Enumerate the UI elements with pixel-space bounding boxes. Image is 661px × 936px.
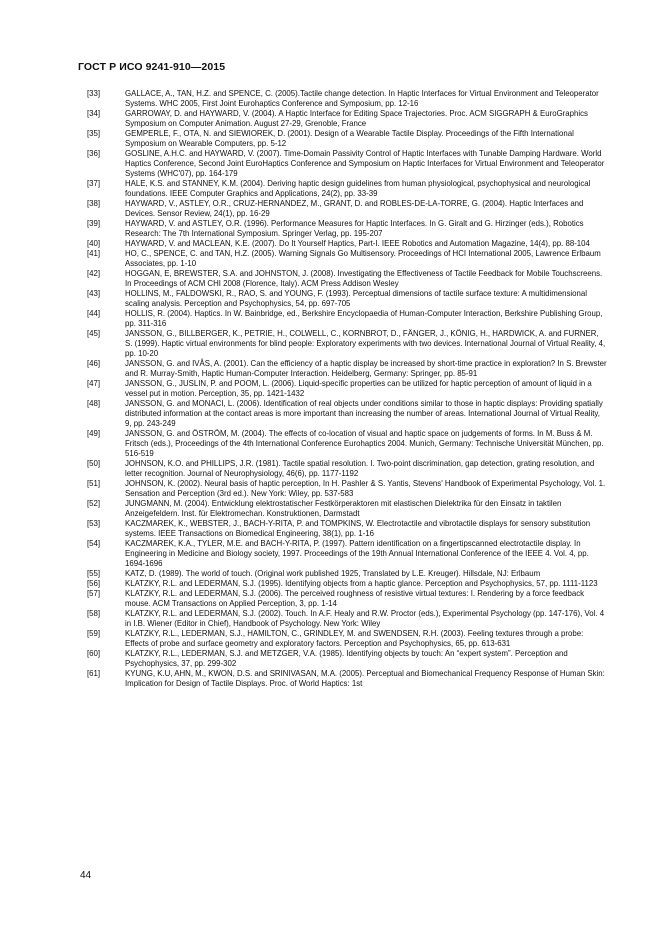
reference-number: [49] — [87, 429, 101, 438]
reference-number: [52] — [87, 499, 101, 508]
reference-item — [87, 179, 607, 199]
reference-number: [45] — [87, 329, 101, 338]
reference-text: JUNGMANN, M. (2004). Entwicklung elektrostatischer Festkörperaktoren mit elastischen Dielektrika für den Einsatz in taktilen Anzeigefeldern. Inst. für Elektromechan. Konstruktionen, Darmstadt — [125, 499, 562, 518]
reference-number: [54] — [87, 539, 101, 548]
reference-item — [87, 479, 607, 499]
reference-item — [87, 649, 607, 669]
reference-item — [87, 669, 607, 689]
reference-number: [57] — [87, 589, 101, 598]
reference-text: JOHNSON, K.O. and PHILLIPS, J.R. (1981). Tactile spatial resolution. I. Two-point discrimination, gap detection, grating resolution, and letter recognition. Journal of Neurophysiology, 46(6), pp. 1177-1192 — [125, 459, 595, 478]
reference-text: KACZMAREK, K., WEBSTER, J., BACH-Y-RITA, P. and TOMPKINS, W. Electrotactile and vibrotactile displays for sensory substitution systems. IEEE Transactions on Biomedical Engineering, 38(1), pp. 1-16 — [125, 519, 591, 538]
reference-item — [87, 309, 607, 329]
reference-text: HOLLIS, R. (2004). Haptics. In W. Bainbridge, ed., Berkshire Encyclopaedia of Human-Computer Interaction, Berkshire Publishing Group, pp. 311-316 — [125, 309, 603, 328]
reference-number: [58] — [87, 609, 101, 618]
reference-item — [87, 239, 607, 249]
reference-text: JANSSON, G. and ÖSTRÖM, M. (2004). The effects of co-location of visual and haptic space on judgements of forms. In M. Buss & M. Fritsch (eds.), Proceedings of the 4th International Conference Eurohaptics 2004. Munich, Germany: Technische Universität München, pp. 516-519 — [125, 429, 604, 458]
reference-item — [87, 379, 607, 399]
reference-item — [87, 629, 607, 649]
reference-number: [60] — [87, 649, 101, 658]
standard-header: ГОСТ Р ИСО 9241-910—2015 — [78, 61, 226, 73]
reference-text: HOLLINS, M., FALDOWSKI, R., RAO, S. and YOUNG, F. (1993). Perceptual dimensions of tactile surface texture: A multidimensional scaling analysis. Perception and Psychophysics, 54, pp. 697-705 — [125, 289, 587, 308]
reference-number: [34] — [87, 109, 101, 118]
reference-number: [36] — [87, 149, 101, 158]
reference-text: HAYWARD, V. and MACLEAN, K.E. (2007). Do It Yourself Haptics, Part-I. IEEE Robotics and Automation Magazine, 14(4), pp. 88-104 — [125, 239, 590, 248]
reference-text: HOGGAN, E, BREWSTER, S.A. and JOHNSTON, J. (2008). Investigating the Effectiveness of Tactile Feedback for Mobile Touchscreens. In Proceedings of ACM CHI 2008 (Florence, Italy). ACM Press Addison Wesley — [125, 269, 603, 288]
reference-item — [87, 609, 607, 629]
reference-number: [53] — [87, 519, 101, 528]
reference-item — [87, 199, 607, 219]
reference-number: [44] — [87, 309, 101, 318]
reference-number: [39] — [87, 219, 101, 228]
reference-number: [35] — [87, 129, 101, 138]
reference-number: [61] — [87, 669, 101, 678]
reference-item — [87, 249, 607, 269]
reference-number: [55] — [87, 569, 101, 578]
reference-item — [87, 539, 607, 569]
reference-number: [56] — [87, 579, 101, 588]
reference-item — [87, 579, 607, 589]
reference-text: KATZ, D. (1989). The world of touch. (Original work published 1925, Translated by L.E. Kreuger). Hillsdale, NJ: Erlbaum — [125, 569, 541, 578]
reference-number: [43] — [87, 289, 101, 298]
reference-list — [87, 89, 607, 689]
reference-item — [87, 329, 607, 359]
reference-text: HALE, K.S. and STANNEY, K.M. (2004). Deriving haptic design guidelines from human physiological, psychophysical and neurological foundations. IEEE Computer Graphics and Applications, 24(2), pp. 33-39 — [125, 179, 591, 198]
reference-text: HO, C., SPENCE, C. and TAN, H.Z. (2005). Warning Signals Go Multisensory. Proceedings of HCI International 2005, Lawrence Erlbaum Associates, pp. 1-10 — [125, 249, 601, 268]
reference-item — [87, 89, 607, 109]
reference-number: [46] — [87, 359, 101, 368]
reference-text: GOSLINE, A.H.C. and HAYWARD, V. (2007). Time-Domain Passivity Control of Haptic Interfaces with Tunable Damping Hardware. World Haptics Conference, Second Joint EuroHaptics Conference and Symposium on Haptic Interfaces for Virtual Environment and Teleoperator Systems (WHC'07), pp. 164-179 — [125, 149, 605, 178]
reference-number: [48] — [87, 399, 101, 408]
reference-text: KLATZKY, R.L. and LEDERMAN, S.J. (2002). Touch. In A.F. Healy and R.W. Proctor (eds.), Experimental Psychology (pp. 147-176), Vol. 4 in I.B. Wiener (Editor in Chief), Handbook of Psychology. New York: Wiley — [125, 609, 605, 628]
reference-text: GALLACE, A., TAN, H.Z. and SPENCE, C. (2005).Tactile change detection. In Haptic Interfaces for Virtual Environment and Teleoperator Systems. WHC 2005, First Joint Eurohaptics Conference and Symposium, pp. 12-16 — [125, 89, 599, 108]
reference-text: GARROWAY, D. and HAYWARD, V. (2004). A Haptic Interface for Editing Space Trajectories. Proc. ACM SIGGRAPH & EuroGraphics Symposium on Computer Animation. August 27-29, Grenoble, France — [125, 109, 588, 128]
page-number: 44 — [80, 870, 92, 881]
reference-number: [38] — [87, 199, 101, 208]
reference-number: [37] — [87, 179, 101, 188]
reference-item — [87, 109, 607, 129]
reference-text: JOHNSON, K. (2002). Neural basis of haptic perception, In H. Pashler & S. Yantis, Stevens' Handbook of Experimental Psychology, Vol. 1. Sensation and Perception (3rd ed.). New York: Wiley, pp. 537-583 — [125, 479, 606, 498]
reference-item — [87, 219, 607, 239]
reference-item — [87, 589, 607, 609]
reference-text: KLATZKY, R.L., LEDERMAN, S.J. and METZGER, V.A. (1985). Identifying objects by touch: An “expert system”. Perception and Psychophysics, 37, pp. 299-302 — [125, 649, 568, 668]
reference-number: [51] — [87, 479, 101, 488]
reference-number: [47] — [87, 379, 101, 388]
reference-item — [87, 399, 607, 429]
reference-number: [42] — [87, 269, 101, 278]
reference-item — [87, 499, 607, 519]
reference-number: [40] — [87, 239, 101, 248]
reference-item — [87, 459, 607, 479]
reference-text: KLATZKY, R.L., LEDERMAN, S.J., HAMILTON, C., GRINDLEY, M. and SWENDSEN, R.H. (2003). Feeling textures through a probe: Effects of probe and surface geometry and exploratory factors. Perception and Psychophysics, 65, pp. 613-631 — [125, 629, 584, 648]
reference-item — [87, 289, 607, 309]
reference-text: JANSSON, G., JUSLIN, P. and POOM, L. (2006). Liquid-specific properties can be utilized for haptic perception of amount of liquid in a vessel put in motion. Perception, 35, pp. 1421-1432 — [125, 379, 592, 398]
reference-text: JANSSON, G., BILLBERGER, K., PETRIE, H., COLWELL, C., KORNBROT, D., FÄNGER, J., KÖNIG, H., HARDWICK, A. and FURNER, S. (1999). Haptic virtual environments for blind people: Exploratory experiments with two devices. International Journal of Virtual Reality, 4, pp. 10-20 — [125, 329, 606, 358]
reference-text: JANSSON, G. and MONACI, L. (2006). Identification of real objects under conditions similar to those in haptic displays: Providing spatially distributed information at the contact areas is more important than increasing the number of areas. International Journal of Virtual Reality, 9, pp. 243-249 — [125, 399, 603, 428]
reference-text: KLATZKY, R.L. and LEDERMAN, S.J. (1995). Identifying objects from a haptic glance. Perception and Psychophysics, 57, pp. 1111-1123 — [125, 579, 598, 588]
reference-number: [41] — [87, 249, 101, 258]
reference-text: HAYWARD, V., ASTLEY, O.R., CRUZ-HERNANDEZ, M., GRANT, D. and ROBLES-DE-LA-TORRE, G. (2004). Haptic Interfaces and Devices. Sensor Review, 24(1), pp. 16-29 — [125, 199, 584, 218]
reference-text: JANSSON, G. and IVÅS, A. (2001). Can the efficiency of a haptic display be increased by short-time practice in exploration? In S. Brewster and R. Murray-Smith, Haptic Human-Computer Interaction. Heidelberg, Germany: Springer, pp. 85-91 — [125, 359, 607, 378]
reference-item — [87, 429, 607, 459]
reference-item — [87, 519, 607, 539]
reference-text: GEMPERLE, F., OTA, N. and SIEWIOREK, D. (2001). Design of a Wearable Tactile Display. Proceedings of the Fifth International Symposium on Wearable Computers, pp. 5-12 — [125, 129, 574, 148]
reference-item — [87, 149, 607, 179]
reference-text: KACZMAREK, K.A., TYLER, M.E. and BACH-Y-RITA, P. (1997). Pattern identification on a fingertipscanned electrotactile display. In Engineering in Medicine and Biology society, 1997. Proceedings of the 19th Annual International Conference of the IEEE 4. Vol. 4, pp. 1694-1696 — [125, 539, 589, 568]
reference-number: [33] — [87, 89, 101, 98]
reference-number: [59] — [87, 629, 101, 638]
reference-text: KYUNG, K.U, AHN, M., KWON, D.S. and SRINIVASAN, M.A. (2005). Perceptual and Biomechanical Frequency Response of Human Skin: Implication for Design of Tactile Displays. Proc. of World Haptics: 1st — [125, 669, 605, 688]
reference-item — [87, 359, 607, 379]
reference-item — [87, 269, 607, 289]
reference-text: KLATZKY, R.L. and LEDERMAN, S.J. (2006). The perceived roughness of resistive virtual textures: I. Rendering by a force feedback mouse. ACM Transactions on Applied Perception, 3, pp. 1-14 — [125, 589, 585, 608]
reference-number: [50] — [87, 459, 101, 468]
reference-text: HAYWARD, V. and ASTLEY, O.R. (1996). Performance Measures for Haptic Interfaces. In G. Giralt and G. Hirzinger (eds.), Robotics Research: The 7th International Symposium. Springer Verlag, pp. 195-207 — [125, 219, 584, 238]
reference-item — [87, 129, 607, 149]
reference-item — [87, 569, 607, 579]
